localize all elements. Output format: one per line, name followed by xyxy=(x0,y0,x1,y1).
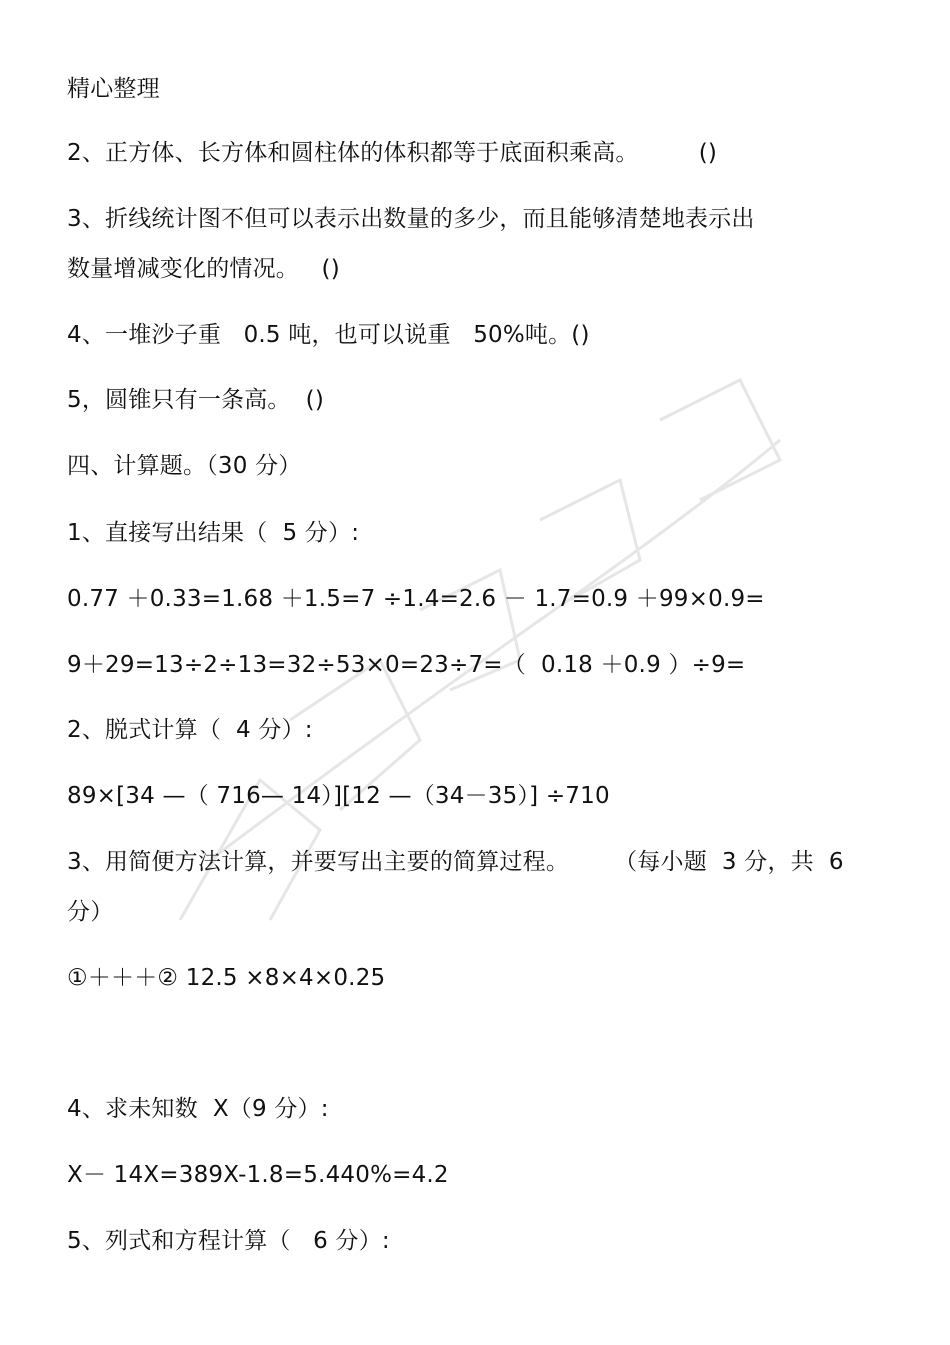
calc-1-row-2: 9＋29=13÷2÷13=32÷53×0=23÷7=（ 0.18 ＋0.9 ）÷9= xyxy=(67,652,746,678)
question-4: 4、一堆沙子重 0.5 吨，也可以说重 50%吨。() xyxy=(67,322,590,348)
question-3-line-1: 3、折线统计图不但可以表示出数量的多少，而且能够清楚地表示出 xyxy=(67,206,755,232)
calc-1-heading: 1、直接写出结果（ 5 分）: xyxy=(67,520,360,546)
calc-4-heading: 4、求未知数 X（9 分）: xyxy=(67,1096,329,1122)
calc-1-row-1: 0.77 ＋0.33=1.68 ＋1.5=7 ÷1.4=2.6 － 1.7=0.9 ＋99×0.9= xyxy=(67,586,765,612)
question-5: 5，圆锥只有一条高。 () xyxy=(67,387,325,413)
calc-2-heading: 2、脱式计算（ 4 分）: xyxy=(67,717,313,743)
calc-5-heading: 5、列式和方程计算（ 6 分）: xyxy=(67,1228,390,1254)
calc-3-heading-line-2: 分） xyxy=(67,899,114,925)
calc-3-expressions: ①＋＋＋② 12.5 ×8×4×0.25 xyxy=(67,965,386,991)
question-2: 2、正方体、长方体和圆柱体的体积都等于底面积乘高。 () xyxy=(67,140,718,166)
page-header: 精心整理 xyxy=(67,76,160,102)
question-3-line-2: 数量增减变化的情况。 () xyxy=(67,256,340,282)
section-heading-calculation: 四、计算题。（30 分） xyxy=(67,453,302,479)
calc-3-heading-line-1: 3、用简便方法计算，并要写出主要的简算过程。 （每小题 3 分，共 6 xyxy=(67,849,844,875)
calc-4-equations: X－ 14X=389X-1.8=5.440%=4.2 xyxy=(67,1162,449,1188)
calc-2-expression: 89×[34 —（ 716— 14）][12 —（34－35）] ÷710 xyxy=(67,783,610,809)
